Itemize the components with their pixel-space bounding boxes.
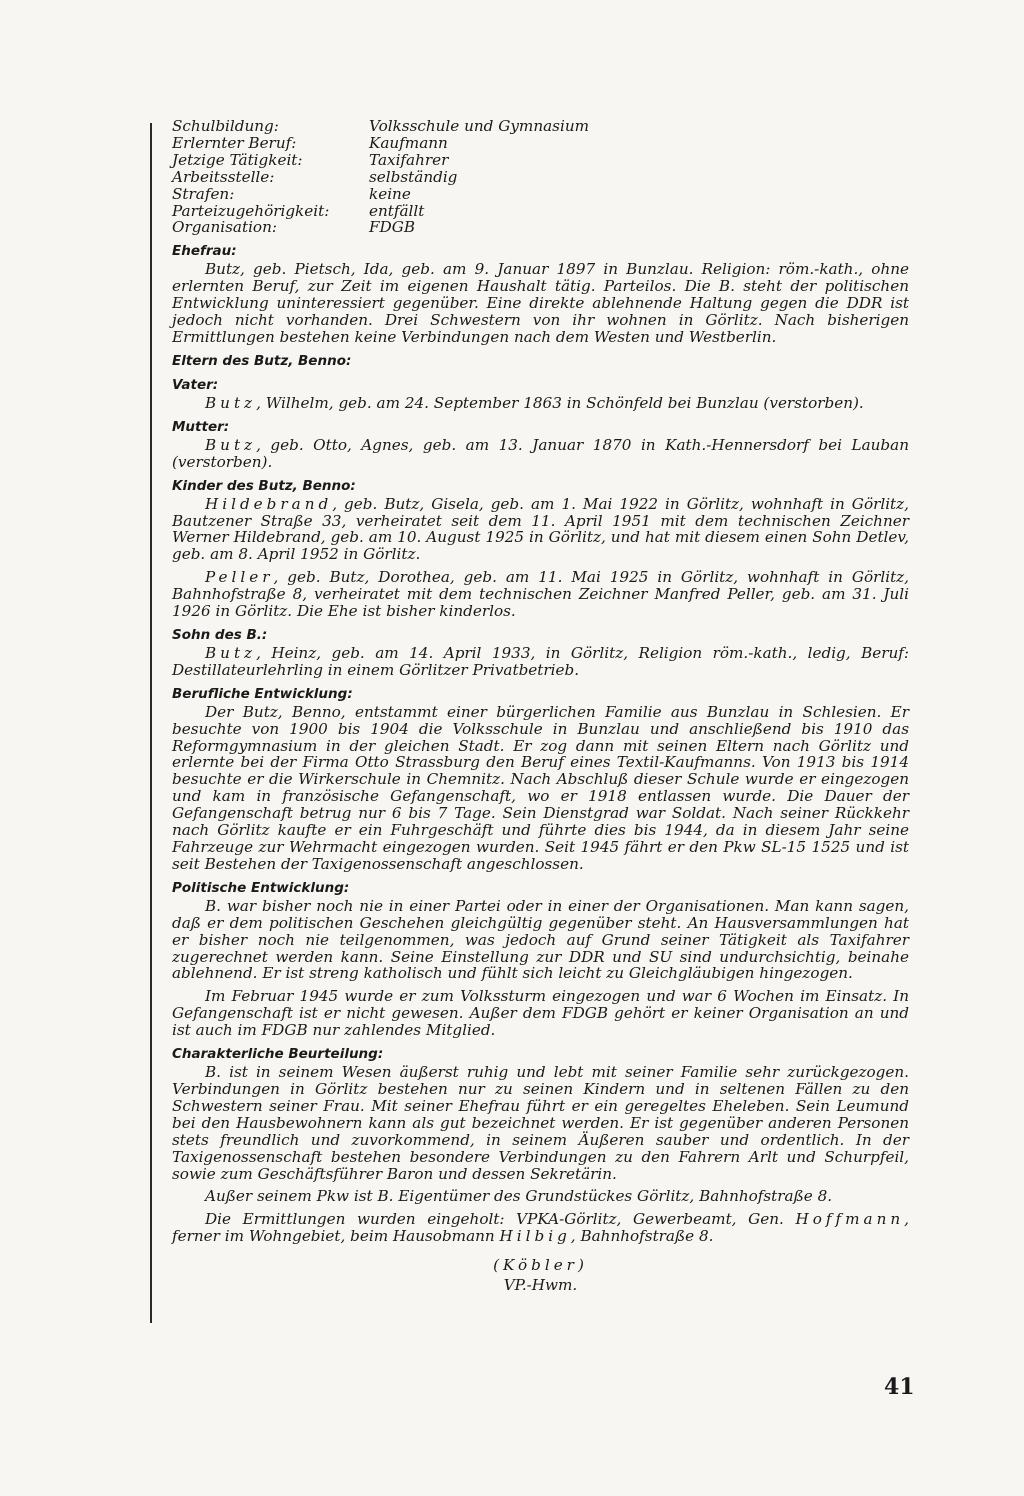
section-heading-charakter: Charakterliche Beurteilung: — [172, 1046, 384, 1063]
page-number: 41 — [884, 1374, 915, 1400]
mutter-text — [172, 437, 909, 471]
info-label: Erlernter Beruf: — [172, 133, 297, 152]
info-value: Taxifahrer — [369, 150, 449, 169]
signature-block — [172, 1255, 909, 1295]
section-heading-kinder: Kinder des Butz, Benno: — [172, 477, 356, 494]
ermittlung-name-1: Hoffmann — [795, 1210, 905, 1229]
mutter-details: , geb. Otto, Agnes, geb. am 13. Januar 1870 in Kath.-Hennersdorf bei Lauban (verstorben). — [172, 435, 909, 471]
document-body — [172, 118, 909, 1295]
sohn-details: , Heinz, geb. am 14. April 1933, in Görlitz, Religion röm.-kath., ledig, Beruf: Destillateurlehrling in einem Görlitzer Privatbetrieb. — [172, 643, 909, 679]
kind-2-details: , geb. Butz, Dorothea, geb. am 11. Mai 1925 in Görlitz, wohnhaft in Görlitz, Bahnhofstraße 8, verheiratet mit dem technischen Zeichner Manfred Peller, geb. am 31. Juli 1926 in Görlitz. Die Ehe ist bisher kinderlos. — [172, 568, 909, 621]
signature-name: (Köbler) — [493, 1256, 588, 1275]
section-heading-sohn: Sohn des B.: — [172, 626, 268, 643]
kind-2-name: Peller — [205, 568, 274, 587]
ermittlung-part-c: , Bahnhofstraße 8. — [570, 1227, 714, 1246]
info-label: Schulbildung: — [172, 117, 279, 135]
info-value: selbständig — [369, 167, 458, 186]
info-label: Organisation: — [172, 218, 277, 237]
vater-details: , Wilhelm, geb. am 24. September 1863 in Schönfeld bei Bunzlau (verstorben). — [256, 393, 864, 412]
info-label: Jetzige Tätigkeit: — [172, 150, 303, 169]
kind-1-name: Hildebrand — [205, 494, 333, 513]
margin-rule — [150, 123, 152, 1323]
ermittlung-part-b: , ferner im Wohngebiet, beim Hausobmann — [172, 1210, 909, 1246]
sohn-name: Butz — [205, 643, 257, 662]
info-value: keine — [369, 184, 411, 203]
info-value: entfällt — [369, 201, 425, 220]
section-heading-ehefrau: Ehefrau: — [172, 243, 237, 260]
ermittlung-name-2: Hilbig — [499, 1227, 571, 1246]
info-label: Strafen: — [172, 184, 235, 203]
info-label: Parteizugehörigkeit: — [172, 201, 330, 220]
kind-1-text — [172, 496, 909, 564]
info-value: FDGB — [369, 218, 416, 237]
section-heading-eltern: Eltern des Butz, Benno: — [172, 352, 352, 369]
kind-2-text — [172, 569, 909, 620]
mutter-name: Butz — [205, 435, 257, 454]
charakter-text-1: B. ist in seinem Wesen äußerst ruhig und lebt mit seiner Familie sehr zurückgezogen. Verbindungen in Görlitz bestehen nur zu seinen Kindern und in seltenen Fällen zu den Schwestern seiner Frau. Mit seiner Ehefrau führt er ein geregeltes Eheleben. Sein Leumund bei den Hausbewohnern kann als gut bezeichnet werden. Er ist gegenüber anderen Personen stets freundlich und zuvorkommend, in seinem Äußeren sauber und ordentlich. In der Taxigenossenschaft bestehen besondere Verbindungen zu den Fahrern Arlt und Schurpfeil, sowie zum Geschäftsführer Baron und dessen Sekretärin. — [172, 1063, 909, 1183]
signature-rank: VP.-Hwm. — [503, 1276, 578, 1295]
info-value: Kaufmann — [369, 133, 448, 152]
info-label: Arbeitsstelle: — [172, 167, 275, 186]
info-value: Volksschule und Gymnasium — [369, 117, 590, 135]
personal-info-table — [172, 118, 909, 236]
vater-text — [172, 395, 909, 412]
vater-name: Butz — [205, 393, 257, 412]
section-heading-beruflich: Berufliche Entwicklung: — [172, 685, 353, 702]
section-heading-politisch: Politische Entwicklung: — [172, 879, 350, 896]
politisch-text-1: B. war bisher noch nie in einer Partei oder in einer der Organisationen. Man kann sagen, daß er dem politischen Geschehen gleichgültig gegenüber steht. An Hausversammlungen hat er bisher noch nie teilgenommen, was jedoch auf Grund seiner Tätigkeit als Taxifahrer zugerechnet werden kann. Seine Einstellung zur DDR und SU sind undurchsichtig, beinahe ablehnend. Er ist streng katholisch und fühlt sich leicht zu Gleichgläubigen hingezogen. — [172, 896, 909, 983]
ehefrau-text: Butz, geb. Pietsch, Ida, geb. am 9. Januar 1897 in Bunzlau. Religion: röm.-kath., ohne erlernten Beruf, zur Zeit im eigenen Haushalt tätig. Parteilos. Die B. steht der politischen Entwicklung uninteressiert gegenüber. Eine direkte ablehnende Haltung gegen die DDR ist jedoch nicht vorhanden. Drei Schwestern von ihr wohnen in Görlitz. Nach bisherigen Ermittlungen bestehen keine Verbindungen nach dem Westen und Westberlin. — [172, 260, 909, 346]
sohn-text — [172, 645, 909, 679]
beruflich-text: Der Butz, Benno, entstammt einer bürgerlichen Familie aus Bunzlau in Schlesien. Er besuchte von 1900 bis 1904 die Volksschule in Bunzlau und anschließend bis 1910 das Reformgymnasium in der gleichen Stadt. Er zog dann mit seinen Eltern nach Görlitz und erlernte bei der Firma Otto Strassburg den Beruf eines Textil-Kaufmanns. Von 1913 bis 1914 besuchte er die Wirkerschule in Chemnitz. Nach Abschluß dieser Schule wurde er eingezogen und kam in französische Gefangenschaft, wo er 1918 entlassen wurde. Die Dauer der Gefangenschaft betrug nur 6 bis 7 Tage. Sein Dienstgrad war Soldat. Nach seiner Rückkehr nach Görlitz kaufte er ein Fuhrgeschäft und führte dies bis 1944, da in diesem Jahr seine Fahrzeuge zur Wehrmacht eingezogen wurden. Seit 1945 fährt er den Pkw SL-15 1525 und ist seit Bestehen der Taxigenossenschaft angeschlossen. — [172, 702, 909, 873]
charakter-text-2: Außer seinem Pkw ist B. Eigentümer des Grundstückes Görlitz, Bahnhofstraße 8. — [205, 1187, 833, 1206]
charakter-text-3 — [172, 1211, 909, 1245]
ermittlung-part-a: Die Ermittlungen wurden eingeholt: VPKA-Görlitz, Gewerbeamt, Gen. — [205, 1210, 796, 1229]
kind-1-details: , geb. Butz, Gisela, geb. am 1. Mai 1922 in Görlitz, wohnhaft in Görlitz, Bautzener Straße 33, verheiratet seit dem 11. April 1951 mit dem technischen Zeichner Werner Hildebrand, geb. am 10. August 1925 in Görlitz, und hat mit diesem einen Sohn Detlev, geb. am 8. April 1952 in Görlitz. — [172, 494, 909, 564]
politisch-text-2: Im Februar 1945 wurde er zum Volkssturm eingezogen und war 6 Wochen im Einsatz. In Gefangenschaft ist er nicht gewesen. Außer dem FDGB gehört er keiner Organisation an und ist auch im FDGB nur zahlendes Mitglied. — [172, 987, 909, 1040]
section-heading-vater: Vater: — [172, 376, 219, 393]
section-heading-mutter: Mutter: — [172, 418, 230, 435]
